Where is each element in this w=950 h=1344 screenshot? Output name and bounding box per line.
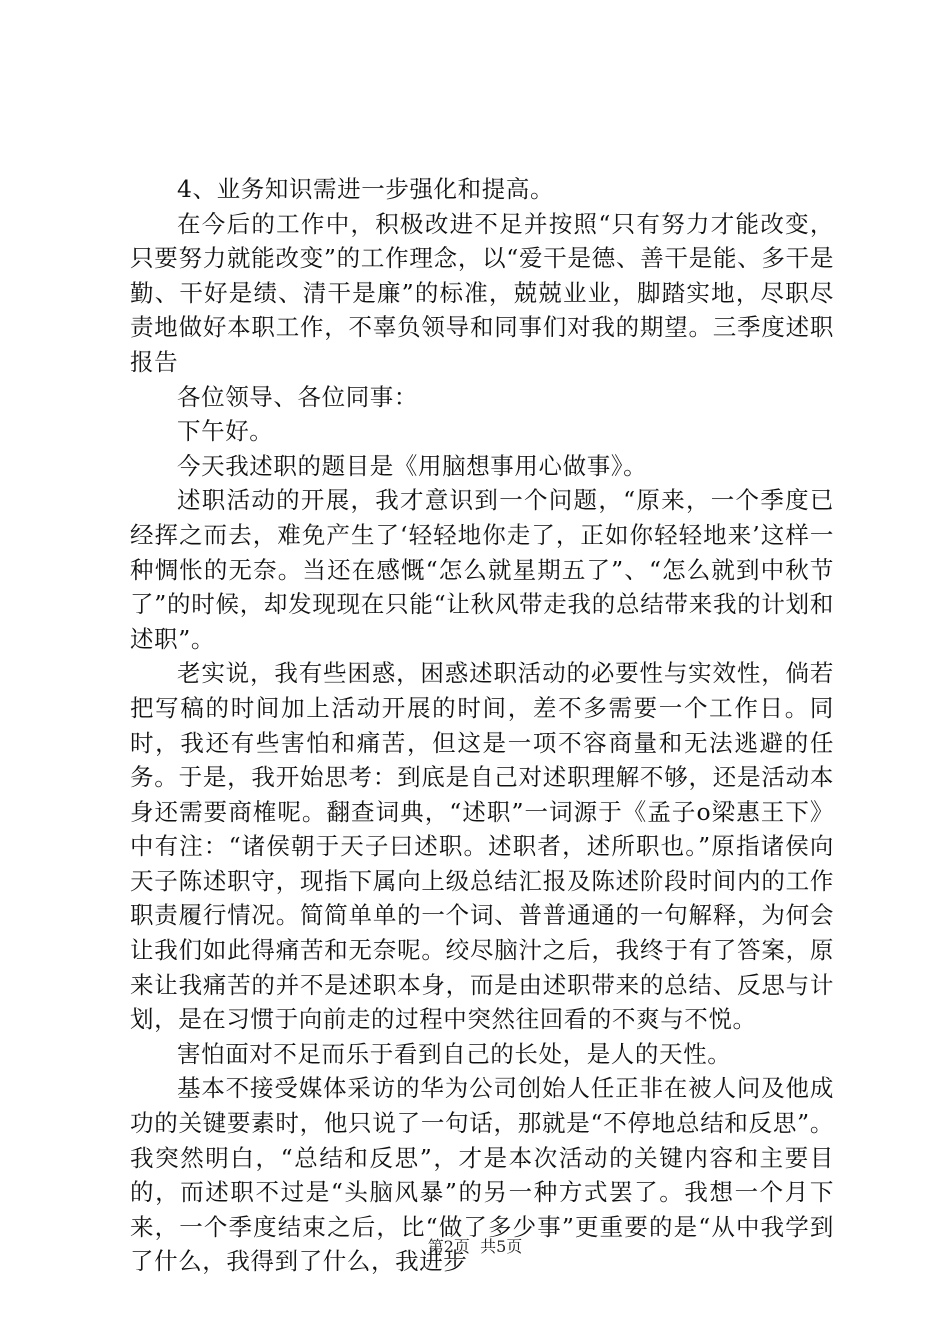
paragraph: 今天我述职的题目是《用脑想事用心做事》。 bbox=[177, 451, 648, 480]
paragraph: 4、业务知识需进一步强化和提高。 bbox=[177, 175, 555, 203]
paragraph: 老实说，我有些困惑，困惑述职活动的必要性与实效性，倘若把写稿的时间加上活动开展的时间，差不多需要一个工作日。同时，我还有些害怕和痛苦，但这是一项不容商量和无法逃避的任务。于是，我开始思考：到底是自己对述职理解不够，还是活动本身还需要商榷呢。翻查词典，“述职”一词源于《孟子o梁惠王下》中有注：“诸侯朝于天子曰述职。述职者，述所职也。”原指诸侯向天子陈述职守，现指下属向上级总结汇报及陈述阶段时间内的工作职责履行情况。简简单单的一个词、普普通通的一句解释，为何会让我们如此得痛苦和无奈呢。绞尽脑汁之后，我终于有了答案，原来让我痛苦的并不是述职本身，而是由述职带来的总结、反思与计划，是在习惯于向前走的过程中突然往回看的不爽与不悦。 bbox=[130, 659, 834, 1034]
document-body bbox=[130, 172, 834, 1279]
paragraph: 下午好。 bbox=[177, 417, 274, 446]
paragraph: 害怕面对不足而乐于看到自己的长处，是人的天性。 bbox=[177, 1039, 732, 1068]
page-number-footer: 第2页 共5页 bbox=[427, 1237, 523, 1256]
paragraph: 在今后的工作中，积极改进不足并按照“只有努力才能改变，只要努力就能改变”的工作理念，以“爱干是德、善干是能、多干是勤、干好是绩、清干是廉”的标准，兢兢业业，脚踏实地，尽职尽责地做好本职工作，不辜负领导和同事们对我的期望。三季度述职报告 bbox=[130, 209, 834, 376]
paragraph: 基本不接受媒体采访的华为公司创始人任正非在被人问及他成功的关键要素时，他只说了一句话，那就是“不停地总结和反思”。我突然明白，“总结和反思”，才是本次活动的关键内容和主要目的，而述职不过是“头脑风暴”的另一种方式罢了。我想一个月下来，一个季度结束之后，比“做了多少事”更重要的是“从中我学到了什么，我得到了什么，我进步 bbox=[130, 1074, 834, 1276]
paragraph: 述职活动的开展，我才意识到一个问题，“原来，一个季度已经挥之而去，难免产生了‘轻轻地你走了，正如你轻轻地来’这样一种惆怅的无奈。当还在感慨“怎么就星期五了”、“怎么就到中秋节了”的时候，却发现现在只能“让秋风带走我的总结带来我的计划和述职”。 bbox=[130, 486, 834, 653]
paragraph: 各位领导、各位同事： bbox=[177, 382, 418, 411]
